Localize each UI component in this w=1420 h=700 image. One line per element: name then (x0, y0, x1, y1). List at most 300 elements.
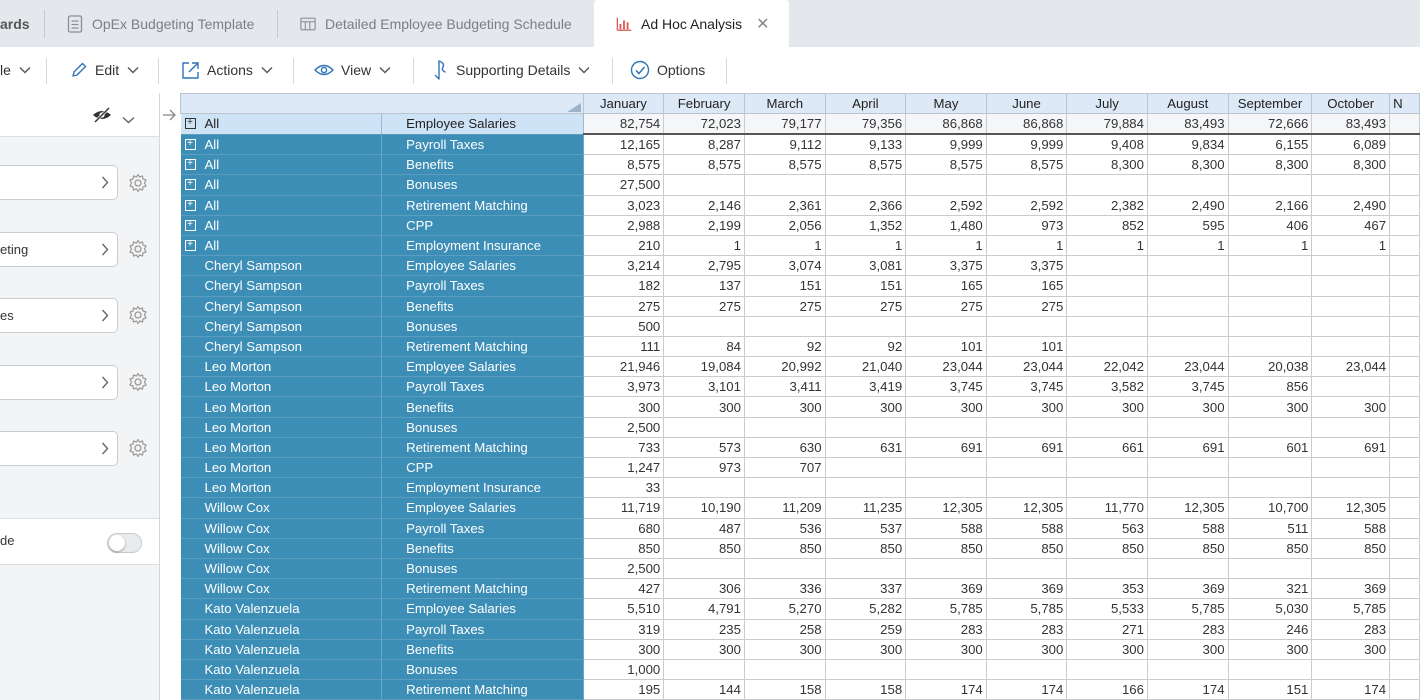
row-header-account[interactable]: Employee Salaries (382, 498, 584, 518)
data-cell[interactable]: 174 (1312, 680, 1390, 700)
row-header-account[interactable]: Employee Salaries (382, 357, 584, 377)
data-cell[interactable] (1390, 518, 1420, 538)
data-cell[interactable]: 369 (1147, 579, 1228, 599)
data-cell[interactable] (744, 175, 825, 195)
data-cell[interactable]: 23,044 (1312, 357, 1390, 377)
data-cell[interactable]: 2,166 (1228, 195, 1312, 215)
data-cell[interactable]: 300 (825, 397, 906, 417)
data-cell[interactable] (1390, 377, 1420, 397)
column-header-month[interactable]: January (583, 94, 664, 114)
data-cell[interactable]: 12,305 (1147, 498, 1228, 518)
data-cell[interactable]: 1 (825, 235, 906, 255)
data-cell[interactable]: 595 (1147, 215, 1228, 235)
data-cell[interactable]: 165 (986, 276, 1067, 296)
data-cell[interactable] (1390, 357, 1420, 377)
row-header-member[interactable] (181, 417, 382, 437)
data-cell[interactable]: 973 (664, 458, 745, 478)
data-cell[interactable]: 850 (906, 538, 987, 558)
data-cell[interactable] (1147, 256, 1228, 276)
data-cell[interactable]: 427 (583, 579, 664, 599)
data-cell[interactable] (1147, 175, 1228, 195)
data-cell[interactable]: 10,700 (1228, 498, 1312, 518)
data-cell[interactable]: 337 (825, 579, 906, 599)
data-cell[interactable]: 8,575 (986, 155, 1067, 175)
data-cell[interactable]: 5,030 (1228, 599, 1312, 619)
data-cell[interactable]: 3,745 (1147, 377, 1228, 397)
data-cell[interactable]: 20,992 (744, 357, 825, 377)
row-header-member[interactable] (181, 134, 382, 155)
data-cell[interactable]: 72,023 (664, 114, 745, 135)
data-cell[interactable]: 500 (583, 316, 664, 336)
row-header-member[interactable] (181, 235, 382, 255)
data-cell[interactable]: 19,084 (664, 357, 745, 377)
data-cell[interactable]: 3,419 (825, 377, 906, 397)
data-cell[interactable] (664, 316, 745, 336)
data-cell[interactable]: 2,146 (664, 195, 745, 215)
data-cell[interactable] (1390, 599, 1420, 619)
column-header-month[interactable]: May (906, 94, 987, 114)
data-cell[interactable] (1390, 316, 1420, 336)
data-cell[interactable] (1390, 195, 1420, 215)
data-cell[interactable]: 258 (744, 619, 825, 639)
data-cell[interactable] (1147, 478, 1228, 498)
data-cell[interactable]: 235 (664, 619, 745, 639)
data-cell[interactable]: 83,493 (1147, 114, 1228, 135)
data-cell[interactable]: 691 (1312, 437, 1390, 457)
data-cell[interactable] (825, 558, 906, 578)
data-cell[interactable] (986, 558, 1067, 578)
data-cell[interactable]: 850 (1147, 538, 1228, 558)
row-header-account[interactable]: Payroll Taxes (382, 619, 584, 639)
data-cell[interactable]: 321 (1228, 579, 1312, 599)
data-cell[interactable]: 300 (583, 397, 664, 417)
data-cell[interactable] (906, 558, 987, 578)
data-cell[interactable]: 5,785 (1312, 599, 1390, 619)
data-cell[interactable]: 4,791 (664, 599, 745, 619)
data-cell[interactable] (825, 417, 906, 437)
data-cell[interactable] (1390, 458, 1420, 478)
row-header-member[interactable] (181, 639, 382, 659)
row-header-account[interactable]: Employee Salaries (382, 256, 584, 276)
data-cell[interactable] (1312, 276, 1390, 296)
data-cell[interactable]: 23,044 (1147, 357, 1228, 377)
data-cell[interactable]: 5,282 (825, 599, 906, 619)
arrow-right-icon[interactable] (161, 107, 179, 127)
data-cell[interactable]: 11,719 (583, 498, 664, 518)
row-header-account[interactable]: Retirement Matching (382, 437, 584, 457)
data-cell[interactable] (825, 316, 906, 336)
hide-icon[interactable] (92, 106, 112, 129)
data-cell[interactable]: 79,884 (1067, 114, 1148, 135)
data-cell[interactable] (1390, 276, 1420, 296)
data-cell[interactable] (1067, 316, 1148, 336)
row-header-member[interactable] (181, 619, 382, 639)
data-cell[interactable] (1390, 437, 1420, 457)
data-cell[interactable]: 12,305 (986, 498, 1067, 518)
data-cell[interactable] (1312, 336, 1390, 356)
data-cell[interactable] (664, 659, 745, 679)
data-cell[interactable]: 2,988 (583, 215, 664, 235)
data-cell[interactable]: 12,305 (906, 498, 987, 518)
data-cell[interactable] (1312, 316, 1390, 336)
data-cell[interactable] (1312, 256, 1390, 276)
data-cell[interactable]: 306 (664, 579, 745, 599)
data-cell[interactable]: 8,575 (825, 155, 906, 175)
row-header-member[interactable] (181, 316, 382, 336)
row-header-account[interactable]: Bonuses (382, 175, 584, 195)
row-header-account[interactable]: Payroll Taxes (382, 518, 584, 538)
row-header-member[interactable] (181, 155, 382, 175)
data-cell[interactable] (1390, 175, 1420, 195)
data-cell[interactable]: 511 (1228, 518, 1312, 538)
row-header-account[interactable]: Payroll Taxes (382, 276, 584, 296)
data-cell[interactable]: 300 (1067, 397, 1148, 417)
dimension-selector-4[interactable] (0, 365, 118, 400)
data-cell[interactable]: 92 (825, 336, 906, 356)
data-cell[interactable]: 1 (1147, 235, 1228, 255)
data-cell[interactable] (1067, 296, 1148, 316)
data-cell[interactable]: 1 (1067, 235, 1148, 255)
data-cell[interactable]: 2,361 (744, 195, 825, 215)
data-cell[interactable]: 3,411 (744, 377, 825, 397)
data-cell[interactable]: 158 (825, 680, 906, 700)
data-cell[interactable]: 246 (1228, 619, 1312, 639)
data-cell[interactable] (1390, 680, 1420, 700)
data-cell[interactable]: 1 (906, 235, 987, 255)
data-cell[interactable]: 5,785 (1147, 599, 1228, 619)
expand-icon[interactable]: + (185, 179, 196, 190)
row-header-member[interactable] (181, 437, 382, 457)
data-cell[interactable]: 275 (744, 296, 825, 316)
data-cell[interactable]: 601 (1228, 437, 1312, 457)
data-cell[interactable]: 3,745 (906, 377, 987, 397)
data-cell[interactable]: 1,480 (906, 215, 987, 235)
data-cell[interactable]: 1 (1312, 235, 1390, 255)
data-cell[interactable] (664, 175, 745, 195)
column-header-month[interactable]: March (744, 94, 825, 114)
data-cell[interactable]: 850 (744, 538, 825, 558)
data-cell[interactable]: 300 (1067, 639, 1148, 659)
data-cell[interactable]: 300 (906, 397, 987, 417)
data-cell[interactable] (1147, 276, 1228, 296)
column-header-month[interactable]: N (1390, 94, 1420, 114)
edit-menu-button[interactable] (70, 47, 139, 93)
row-header-account[interactable]: Employee Salaries (382, 114, 584, 135)
data-cell[interactable]: 8,575 (583, 155, 664, 175)
data-cell[interactable]: 467 (1312, 215, 1390, 235)
data-cell[interactable]: 84 (664, 336, 745, 356)
data-cell[interactable] (1067, 336, 1148, 356)
data-cell[interactable]: 9,834 (1147, 134, 1228, 155)
row-header-account[interactable]: Bonuses (382, 659, 584, 679)
data-cell[interactable] (1312, 659, 1390, 679)
data-cell[interactable]: 72,666 (1228, 114, 1312, 135)
row-header-account[interactable]: Benefits (382, 538, 584, 558)
data-cell[interactable]: 536 (744, 518, 825, 538)
data-cell[interactable]: 11,770 (1067, 498, 1148, 518)
data-cell[interactable]: 631 (825, 437, 906, 457)
data-cell[interactable]: 300 (1228, 397, 1312, 417)
data-cell[interactable] (1390, 538, 1420, 558)
column-header-month[interactable]: June (986, 94, 1067, 114)
row-header-member[interactable] (181, 538, 382, 558)
tab-opex-budgeting-template[interactable] (67, 0, 254, 47)
row-header-account[interactable]: CPP (382, 215, 584, 235)
row-header-account[interactable]: Payroll Taxes (382, 377, 584, 397)
data-cell[interactable] (1390, 155, 1420, 175)
row-header-account[interactable]: Retirement Matching (382, 336, 584, 356)
row-header-member[interactable] (181, 215, 382, 235)
data-cell[interactable]: 5,270 (744, 599, 825, 619)
data-cell[interactable]: 33 (583, 478, 664, 498)
data-cell[interactable]: 8,575 (744, 155, 825, 175)
data-cell[interactable]: 850 (986, 538, 1067, 558)
data-cell[interactable]: 300 (986, 639, 1067, 659)
data-cell[interactable] (1067, 256, 1148, 276)
data-cell[interactable]: 973 (986, 215, 1067, 235)
data-cell[interactable]: 2,056 (744, 215, 825, 235)
column-header-month[interactable]: April (825, 94, 906, 114)
data-cell[interactable] (1390, 336, 1420, 356)
data-cell[interactable]: 151 (1228, 680, 1312, 700)
row-header-account[interactable]: Retirement Matching (382, 195, 584, 215)
data-cell[interactable] (1390, 417, 1420, 437)
data-cell[interactable]: 300 (1147, 397, 1228, 417)
data-cell[interactable]: 300 (583, 639, 664, 659)
row-header-account[interactable]: Employment Insurance (382, 478, 584, 498)
data-cell[interactable] (1390, 558, 1420, 578)
data-cell[interactable]: 3,214 (583, 256, 664, 276)
data-cell[interactable]: 850 (825, 538, 906, 558)
data-cell[interactable] (986, 316, 1067, 336)
data-cell[interactable]: 11,209 (744, 498, 825, 518)
row-header-account[interactable]: Benefits (382, 397, 584, 417)
data-cell[interactable] (1390, 498, 1420, 518)
data-cell[interactable]: 300 (986, 397, 1067, 417)
data-cell[interactable]: 165 (906, 276, 987, 296)
data-cell[interactable]: 588 (1312, 518, 1390, 538)
file-menu-button[interactable] (0, 47, 31, 93)
data-cell[interactable]: 144 (664, 680, 745, 700)
data-cell[interactable]: 83,493 (1312, 114, 1390, 135)
row-header-member[interactable] (181, 397, 382, 417)
data-cell[interactable]: 537 (825, 518, 906, 538)
data-cell[interactable] (1228, 336, 1312, 356)
data-cell[interactable]: 2,592 (986, 195, 1067, 215)
column-header-month[interactable]: August (1147, 94, 1228, 114)
data-cell[interactable]: 2,366 (825, 195, 906, 215)
data-cell[interactable]: 300 (1228, 639, 1312, 659)
data-cell[interactable]: 8,300 (1147, 155, 1228, 175)
data-cell[interactable]: 6,089 (1312, 134, 1390, 155)
data-cell[interactable] (986, 659, 1067, 679)
data-cell[interactable]: 3,023 (583, 195, 664, 215)
data-cell[interactable]: 3,582 (1067, 377, 1148, 397)
row-header-member[interactable] (181, 680, 382, 700)
data-cell[interactable] (1067, 276, 1148, 296)
data-cell[interactable]: 5,533 (1067, 599, 1148, 619)
row-header-account[interactable]: Payroll Taxes (382, 134, 584, 155)
data-cell[interactable]: 111 (583, 336, 664, 356)
data-cell[interactable]: 563 (1067, 518, 1148, 538)
data-cell[interactable]: 271 (1067, 619, 1148, 639)
data-cell[interactable] (1067, 458, 1148, 478)
data-cell[interactable] (1390, 235, 1420, 255)
data-cell[interactable]: 691 (906, 437, 987, 457)
column-header-month[interactable]: October (1312, 94, 1390, 114)
data-cell[interactable] (906, 659, 987, 679)
data-cell[interactable]: 259 (825, 619, 906, 639)
row-header-account[interactable]: Employment Insurance (382, 235, 584, 255)
data-cell[interactable]: 630 (744, 437, 825, 457)
data-cell[interactable]: 9,999 (906, 134, 987, 155)
data-cell[interactable]: 856 (1228, 377, 1312, 397)
data-cell[interactable] (906, 316, 987, 336)
data-cell[interactable] (1390, 114, 1420, 135)
data-cell[interactable]: 8,300 (1228, 155, 1312, 175)
row-header-member[interactable] (181, 114, 382, 135)
data-cell[interactable] (1228, 478, 1312, 498)
data-cell[interactable] (1312, 417, 1390, 437)
row-header-member[interactable] (181, 458, 382, 478)
row-header-account[interactable]: Bonuses (382, 558, 584, 578)
data-cell[interactable]: 8,300 (1067, 155, 1148, 175)
data-cell[interactable] (825, 175, 906, 195)
data-cell[interactable] (1228, 276, 1312, 296)
row-header-account[interactable]: Benefits (382, 639, 584, 659)
data-cell[interactable]: 1,247 (583, 458, 664, 478)
data-cell[interactable]: 3,101 (664, 377, 745, 397)
data-cell[interactable]: 5,785 (986, 599, 1067, 619)
data-cell[interactable]: 369 (986, 579, 1067, 599)
row-header-member[interactable] (181, 195, 382, 215)
data-cell[interactable]: 1 (664, 235, 745, 255)
data-cell[interactable]: 101 (906, 336, 987, 356)
data-cell[interactable]: 92 (744, 336, 825, 356)
actions-menu-button[interactable] (181, 47, 273, 93)
data-cell[interactable]: 79,356 (825, 114, 906, 135)
data-cell[interactable]: 1,352 (825, 215, 906, 235)
supporting-details-menu-button[interactable] (433, 47, 590, 93)
row-header-member[interactable] (181, 579, 382, 599)
data-cell[interactable]: 2,490 (1147, 195, 1228, 215)
data-cell[interactable]: 9,999 (986, 134, 1067, 155)
data-cell[interactable]: 86,868 (906, 114, 987, 135)
data-cell[interactable]: 6,155 (1228, 134, 1312, 155)
data-cell[interactable]: 300 (1312, 639, 1390, 659)
data-cell[interactable]: 2,382 (1067, 195, 1148, 215)
row-header-member[interactable] (181, 498, 382, 518)
data-cell[interactable]: 21,040 (825, 357, 906, 377)
data-cell[interactable] (1147, 458, 1228, 478)
data-cell[interactable]: 82,754 (583, 114, 664, 135)
data-cell[interactable]: 210 (583, 235, 664, 255)
data-cell[interactable] (744, 558, 825, 578)
data-cell[interactable] (986, 417, 1067, 437)
row-header-member[interactable] (181, 357, 382, 377)
data-cell[interactable]: 487 (664, 518, 745, 538)
data-cell[interactable]: 1 (986, 235, 1067, 255)
tab-ad-hoc-analysis[interactable] (594, 0, 789, 47)
data-cell[interactable]: 86,868 (986, 114, 1067, 135)
options-button[interactable] (630, 47, 705, 93)
data-cell[interactable]: 275 (906, 296, 987, 316)
data-cell[interactable]: 137 (664, 276, 745, 296)
data-cell[interactable]: 8,300 (1312, 155, 1390, 175)
data-cell[interactable] (1067, 558, 1148, 578)
data-cell[interactable]: 101 (986, 336, 1067, 356)
data-cell[interactable] (1390, 296, 1420, 316)
data-cell[interactable]: 195 (583, 680, 664, 700)
row-header-member[interactable] (181, 518, 382, 538)
data-cell[interactable] (825, 659, 906, 679)
data-cell[interactable]: 283 (906, 619, 987, 639)
data-cell[interactable] (1147, 417, 1228, 437)
data-cell[interactable]: 12,165 (583, 134, 664, 155)
gear-icon[interactable] (128, 305, 148, 325)
data-cell[interactable]: 3,973 (583, 377, 664, 397)
row-header-member[interactable] (181, 478, 382, 498)
data-cell[interactable] (1228, 558, 1312, 578)
data-cell[interactable]: 20,038 (1228, 357, 1312, 377)
data-cell[interactable] (986, 175, 1067, 195)
expand-icon[interactable]: + (185, 220, 196, 231)
data-cell[interactable]: 369 (1312, 579, 1390, 599)
data-cell[interactable]: 2,592 (906, 195, 987, 215)
data-cell[interactable]: 1,000 (583, 659, 664, 679)
row-header-account[interactable]: Benefits (382, 296, 584, 316)
data-cell[interactable]: 319 (583, 619, 664, 639)
data-cell[interactable]: 283 (1312, 619, 1390, 639)
expand-icon[interactable]: + (185, 200, 196, 211)
data-cell[interactable]: 151 (825, 276, 906, 296)
data-cell[interactable] (1390, 619, 1420, 639)
data-cell[interactable] (1312, 478, 1390, 498)
row-header-member[interactable] (181, 336, 382, 356)
data-cell[interactable] (1312, 458, 1390, 478)
data-cell[interactable]: 9,133 (825, 134, 906, 155)
data-cell[interactable]: 691 (1147, 437, 1228, 457)
data-cell[interactable] (1228, 417, 1312, 437)
data-cell[interactable]: 174 (986, 680, 1067, 700)
row-header-account[interactable]: CPP (382, 458, 584, 478)
data-cell[interactable]: 573 (664, 437, 745, 457)
data-cell[interactable] (1312, 377, 1390, 397)
row-header-member[interactable] (181, 175, 382, 195)
gear-icon[interactable] (128, 239, 148, 259)
data-cell[interactable] (1228, 256, 1312, 276)
data-cell[interactable]: 3,745 (986, 377, 1067, 397)
data-cell[interactable] (1390, 397, 1420, 417)
data-cell[interactable]: 275 (825, 296, 906, 316)
data-cell[interactable]: 406 (1228, 215, 1312, 235)
data-cell[interactable]: 5,785 (906, 599, 987, 619)
data-cell[interactable] (1390, 256, 1420, 276)
data-cell[interactable]: 300 (906, 639, 987, 659)
data-cell[interactable] (906, 175, 987, 195)
data-cell[interactable]: 2,795 (664, 256, 745, 276)
data-cell[interactable]: 588 (986, 518, 1067, 538)
data-cell[interactable] (744, 417, 825, 437)
data-cell[interactable] (906, 478, 987, 498)
column-header-month[interactable]: February (664, 94, 745, 114)
row-header-member[interactable] (181, 256, 382, 276)
row-header-account[interactable]: Retirement Matching (382, 680, 584, 700)
data-cell[interactable] (664, 478, 745, 498)
data-cell[interactable] (1312, 296, 1390, 316)
dimension-selector-3[interactable] (0, 298, 118, 333)
data-cell[interactable]: 300 (1147, 639, 1228, 659)
